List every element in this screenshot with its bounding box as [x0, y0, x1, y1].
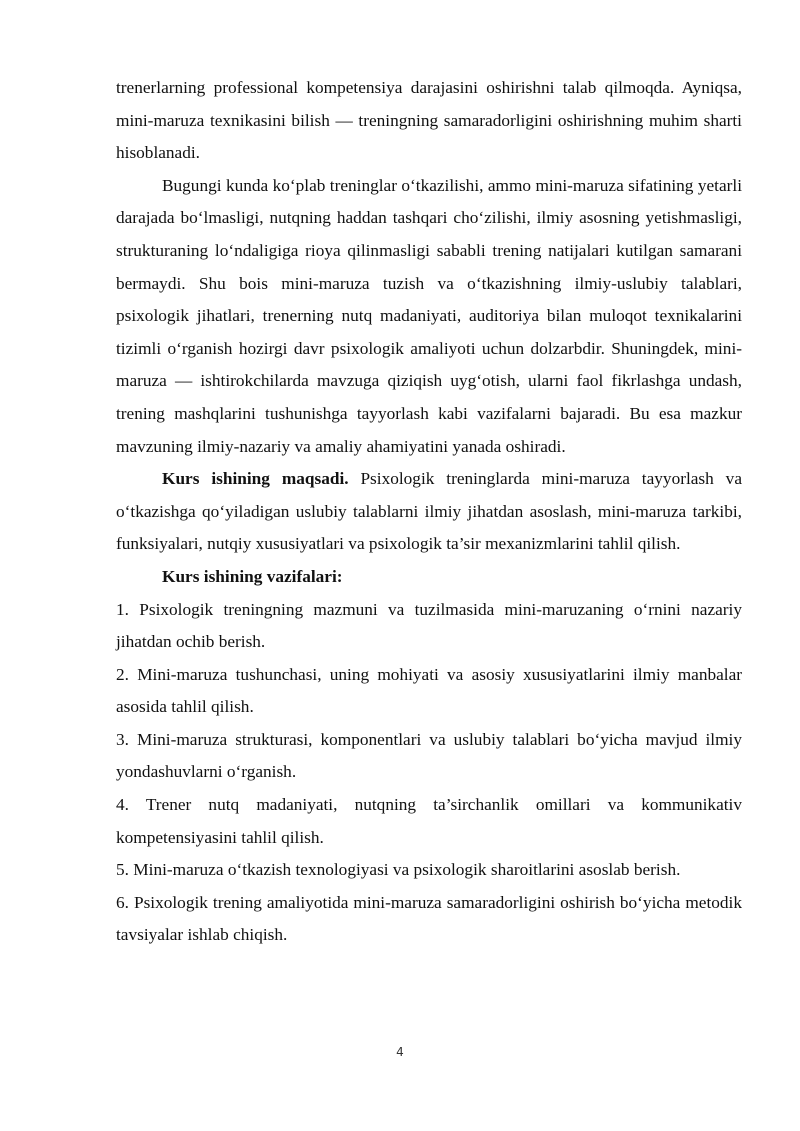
- intro-paragraph: trenerlarning professional kompetensiya darajasini oshirishni talab qilmoqda. Ayniqsa, mini-maruza texnikasini bilish — treningning samaradorligini oshirishning muhim sharti hisoblanadi.: [116, 78, 742, 163]
- list-item: 3. Mini-maruza strukturasi, komponentlari va uslubiy talablari bo‘yicha mavjud ilmiy yondashuvlarni o‘rganish.: [116, 729, 742, 782]
- goal-text: Psixologik treninglarda mini-maruza tayyorlash va o‘tkazishga qo‘yiladigan uslubiy talablarni ilmiy jihatdan asoslash, mini-maruza tarkibi, funksiyalari, nutqiy xususiyatlari va psixologik ta’sir mexanizmlarini tahlil qilish.: [116, 469, 742, 554]
- goal-paragraph: [116, 463, 742, 561]
- list-item: 6. Psixologik trening amaliyotida mini-maruza samaradorligini oshirish bo‘yicha metodik tavsiyalar ishlab chiqish.: [116, 892, 742, 945]
- document-page: [116, 72, 742, 952]
- list-item: 2. Mini-maruza tushunchasi, uning mohiyati va asosiy xususiyatlarini ilmiy manbalar asosida tahlil qilish.: [116, 664, 742, 717]
- list-item: 4. Trener nutq madaniyati, nutqning ta’sirchanlik omillari va kommunikativ kompetensiyasini tahlil qilish.: [116, 795, 742, 847]
- page-number: 4: [396, 1045, 404, 1059]
- relevance-paragraph: Bugungi kunda ko‘plab treninglar o‘tkazilishi, ammo mini-maruza sifatining yetarli darajada bo‘lmasligi, nutqning haddan tashqari cho‘zilishi, ilmiy asosning yetishmasligi, strukturaning lo‘ndaligiga rioya qilinmasligi sababli trening natijalari kutilgan samarani bermaydi. Shu bois mini-maruza tuzish va o‘tkazishning ilmiy-uslubiy talablari, psixologik jihatlari, trenerning nutq madaniyati, auditoriya bilan muloqot texnikalarini tizimli o‘rganish hozirgi davr psixologik amaliyoti uchun dolzarbdir. Shuningdek, mini-maruza — ishtirokchilarda mavzuga qiziqish uyg‘otish, ularni faol fikrlashga undash, trening mashqlarini tushunishga tayyorlash kabi vazifalarni bajaradi. Bu esa mazkur mavzuning ilmiy-nazariy va amaliy ahamiyatini yanada oshiradi.: [116, 175, 742, 456]
- tasks-heading: Kurs ishining vazifalari:: [162, 566, 343, 586]
- list-item: 1. Psixologik treningning mazmuni va tuzilmasida mini-maruzaning o‘rnini nazariy jihatdan ochib berish.: [116, 599, 742, 652]
- list-item: 5. Mini-maruza o‘tkazish texnologiyasi va psixologik sharoitlarini asoslab berish.: [116, 860, 681, 880]
- goal-label: Kurs ishining maqsadi.: [162, 469, 349, 489]
